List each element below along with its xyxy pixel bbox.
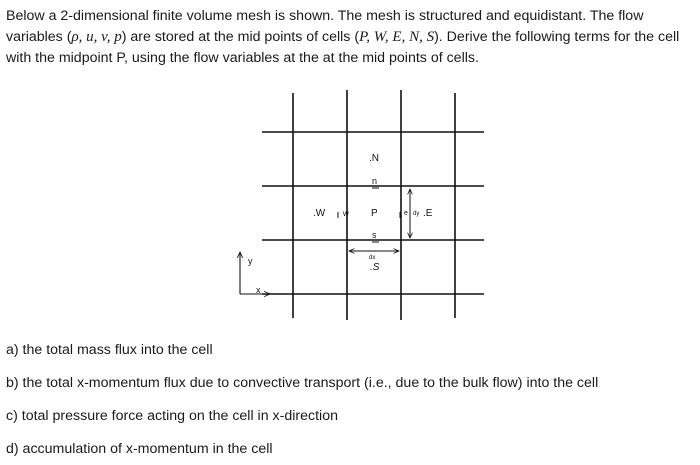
node-w-label: .W	[313, 208, 326, 219]
question-b: b) the total x-momentum flux due to convective transport (i.e., due to the bulk flow) into the cell	[6, 375, 599, 391]
y-axis-label: y	[248, 256, 253, 266]
node-n-label: .N	[369, 153, 379, 164]
question-a: a) the total mass flux into the cell	[6, 342, 213, 358]
node-e-label: .E	[423, 208, 433, 219]
x-axis-label: x	[256, 285, 261, 295]
node-p-label: P	[371, 208, 378, 219]
question-c: c) total pressure force acting on the cell in x-direction	[6, 408, 338, 424]
node-s-label: .S	[370, 262, 380, 273]
face-e-label: e	[404, 210, 408, 217]
face-n-label: n	[372, 176, 378, 186]
dx-label: dx	[369, 255, 376, 261]
intro-text-2: ) are stored at the mid points of cells (	[121, 29, 360, 45]
cell-names: P, W, E, N, S	[359, 29, 435, 45]
question-d: d) accumulation of x-momentum in the cell	[6, 441, 273, 457]
flow-variables: ρ, u, v, p	[71, 29, 122, 45]
face-w-label: w	[343, 209, 349, 218]
face-s-label: s	[372, 230, 377, 240]
mesh-grid	[262, 90, 484, 320]
dy-label: dy	[413, 211, 420, 217]
coordinate-axes	[240, 252, 270, 295]
intro-text-1: Below a 2-dimensional finite volume mesh is shown. The mesh is structured and equidistant. The flow variables (	[6, 8, 644, 45]
intro-text-3: ). Derive the following terms for the cell with the midpoint P, using the flow variables at the at the mid points of cells.	[6, 29, 680, 66]
